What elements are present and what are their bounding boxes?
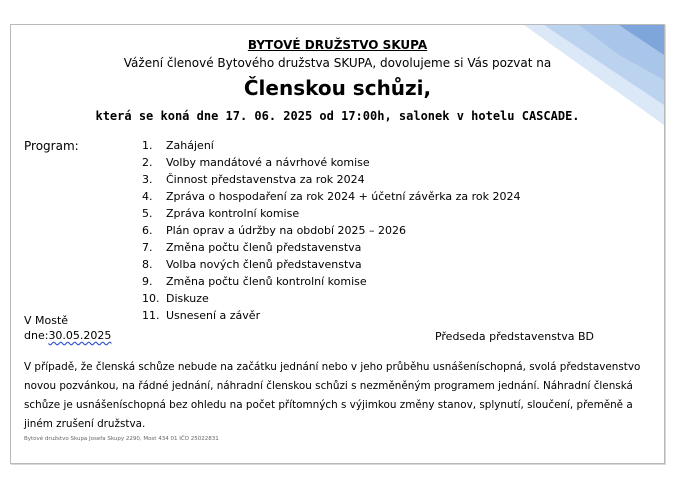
- signatory: Předseda představenstva BD: [434, 330, 594, 343]
- place: V Mostě: [24, 314, 69, 327]
- agenda-list: [142, 137, 521, 324]
- agenda-item: 11. Usnesení a závěr: [142, 309, 261, 322]
- date-label: dne:: [24, 329, 49, 342]
- agenda-item: 1. Zahájení: [142, 139, 214, 152]
- agenda-item: 5. Zpráva kontrolní komise: [142, 207, 300, 220]
- agenda-item: 7. Změna počtu členů představenstva: [142, 241, 362, 254]
- agenda-item: 6. Plán oprav a údržby na období 2025 – 2026: [142, 224, 407, 237]
- agenda-item: 4. Zpráva o hospodaření za rok 2024 + účetní závěrka za rok 2024: [142, 190, 521, 203]
- agenda-item: 2. Volby mandátové a návrhové komise: [142, 156, 370, 169]
- agenda-item: 10. Diskuze: [142, 292, 209, 305]
- invitation-text: Vážení členové Bytového družstva SKUPA, dovolujeme si Vás pozvat na: [123, 56, 552, 70]
- footer-address: Bytové družstvo Skupa Josefa Skupy 2290, Most 434 01 IČO 25022831: [24, 436, 219, 442]
- notice-paragraph: V případě, že členská schůze nebude na začátku jednání nebo v jeho průběhu usnášeníschopná, svolá představenstvo novou pozvánkou, na řádné jednání, náhradní členskou schůzi s nezměněným programem jednání. Náhradní členská schůze je usnášeníschopná bez ohledu na počet přítomných s výjimkou změny stanov, splynutí, sloučení, přeměně a jiném zrušení družstva.: [24, 361, 641, 430]
- meeting-title: Členskou schůzi,: [243, 76, 432, 100]
- agenda-item: 8. Volba nových členů představenstva: [142, 258, 362, 271]
- agenda-item: 9. Změna počtu členů kontrolní komise: [142, 275, 367, 288]
- agenda-item: 3. Činnost představenstva za rok 2024: [142, 173, 365, 186]
- place-and-date: [24, 313, 111, 343]
- organization-title: BYTOVÉ DRUŽSTVO SKUPA: [247, 38, 428, 52]
- document-page: [10, 24, 665, 464]
- meeting-details: která se koná dne 17. 06. 2025 od 17:00h, salonek v hotelu CASCADE.: [95, 109, 580, 123]
- date-line: [24, 328, 111, 343]
- date-value: 30.05.2025: [48, 329, 112, 342]
- program-label: Program:: [24, 139, 79, 153]
